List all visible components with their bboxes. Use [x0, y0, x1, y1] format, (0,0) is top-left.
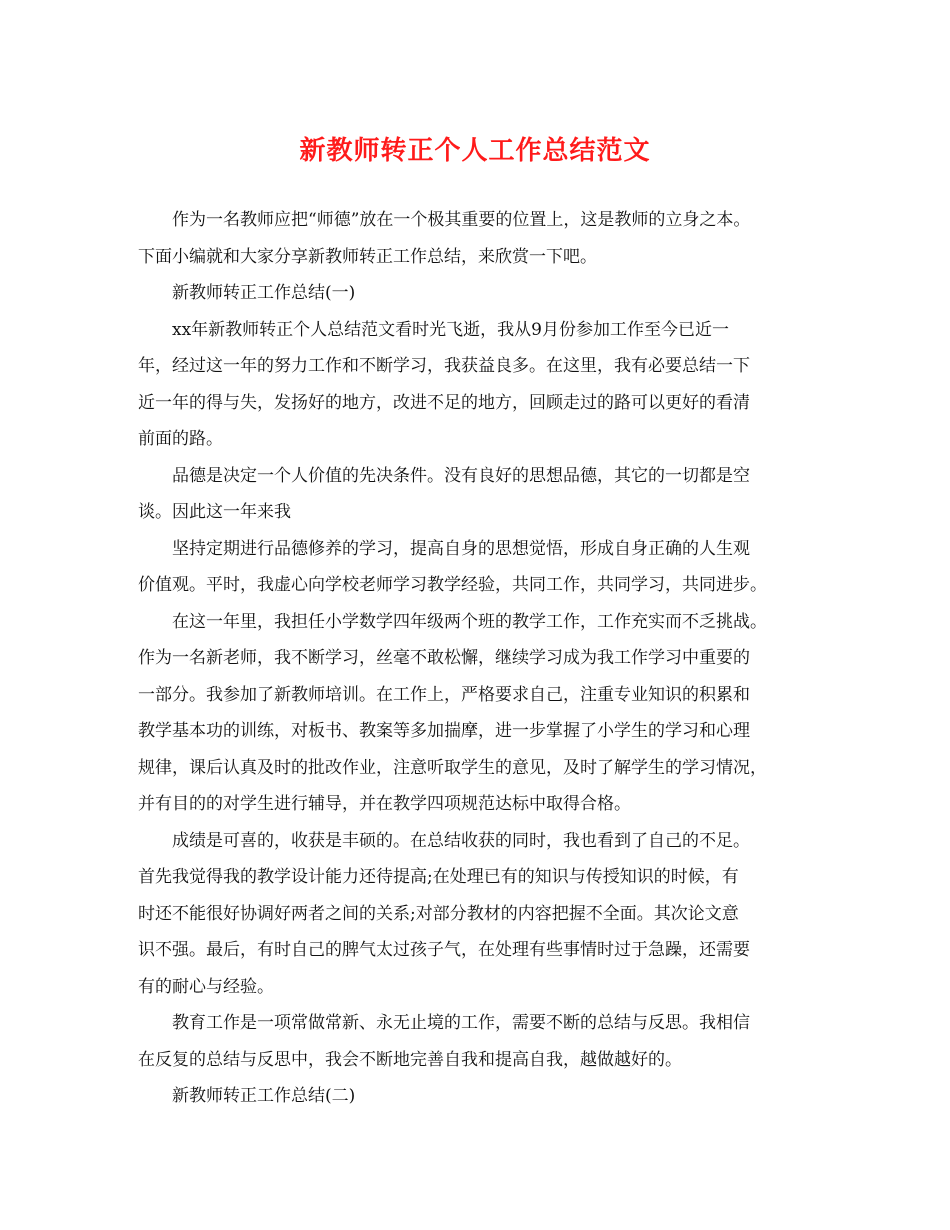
document-body [138, 202, 828, 1115]
text-line: 时还不能很好协调好两者之间的关系;对部分教材的内容把握不全面。其次论文意 [138, 903, 739, 924]
document-title: 新教师转正个人工作总结范文 [299, 136, 651, 166]
text-line: xx年新教师转正个人总结范文看时光飞逝，我从9月份参加工作至今已近一 [138, 319, 729, 340]
text-line: 价值观。平时，我虚心向学校老师学习教学经验，共同工作，共同学习，共同进步。 [138, 575, 767, 595]
text-line: 有的耐心与经验。 [138, 976, 274, 997]
text-line: 作为一名教师应把“师德”放在一个极其重要的位置上，这是教师的立身之本。 [138, 210, 751, 230]
text-line: 谈。因此这一年来我 [138, 502, 291, 522]
text-line: 规律，课后认真及时的批改作业，注意听取学生的意见，及时了解学生的学习情况， [138, 757, 767, 778]
text-line: 下面小编就和大家分享新教师转正工作总结，来欣赏一下吧。 [138, 246, 597, 267]
text-line: 年，经过这一年的努力工作和不断学习，我获益良多。在这里，我有必要总结一下 [138, 356, 750, 376]
text-line: 教学基本功的训练，对板书、教案等多加揣摩，进一步掌握了小学生的学习和心理 [138, 721, 750, 741]
text-line: 教育工作是一项常做常新、永无止境的工作，需要不断的总结与反思。我相信 [138, 1013, 750, 1033]
text-line: 作为一名新老师，我不断学习，丝毫不敢松懈，继续学习成为我工作学习中重要的 [138, 648, 750, 668]
text-line: 一部分。我参加了新教师培训。在工作上，严格要求自己，注重专业知识的积累和 [138, 684, 750, 705]
text-line: 识不强。最后，有时自己的脾气太过孩子气，在处理有些事情时过于急躁，还需要 [138, 940, 750, 960]
text-line: 成绩是可喜的，收获是丰硕的。在总结收获的同时，我也看到了自己的不足。 [138, 830, 750, 851]
text-line: 前面的路。 [138, 429, 223, 449]
text-line: 在这一年里，我担任小学数学四年级两个班的教学工作，工作充实而不乏挑战。 [138, 611, 767, 632]
text-line: 坚持定期进行品德修养的学习，提高自身的思想觉悟，形成自身正确的人生观 [138, 538, 750, 559]
text-line: 品德是决定一个人价值的先决条件。没有良好的思想品德，其它的一切都是空 [138, 465, 750, 486]
text-line: 在反复的总结与反思中，我会不断地完善自我和提高自我，越做越好的。 [138, 1049, 682, 1070]
text-line: 新教师转正工作总结(二) [138, 1086, 356, 1106]
text-line: 首先我觉得我的教学设计能力还待提高;在处理已有的知识与传授知识的时候，有 [138, 867, 739, 887]
text-line: 新教师转正工作总结(一) [138, 283, 356, 303]
text-line: 并有目的的对学生进行辅导，并在教学四项规范达标中取得合格。 [138, 794, 631, 814]
text-line: 近一年的得与失，发扬好的地方，改进不足的地方，回顾走过的路可以更好的看清 [138, 392, 750, 413]
